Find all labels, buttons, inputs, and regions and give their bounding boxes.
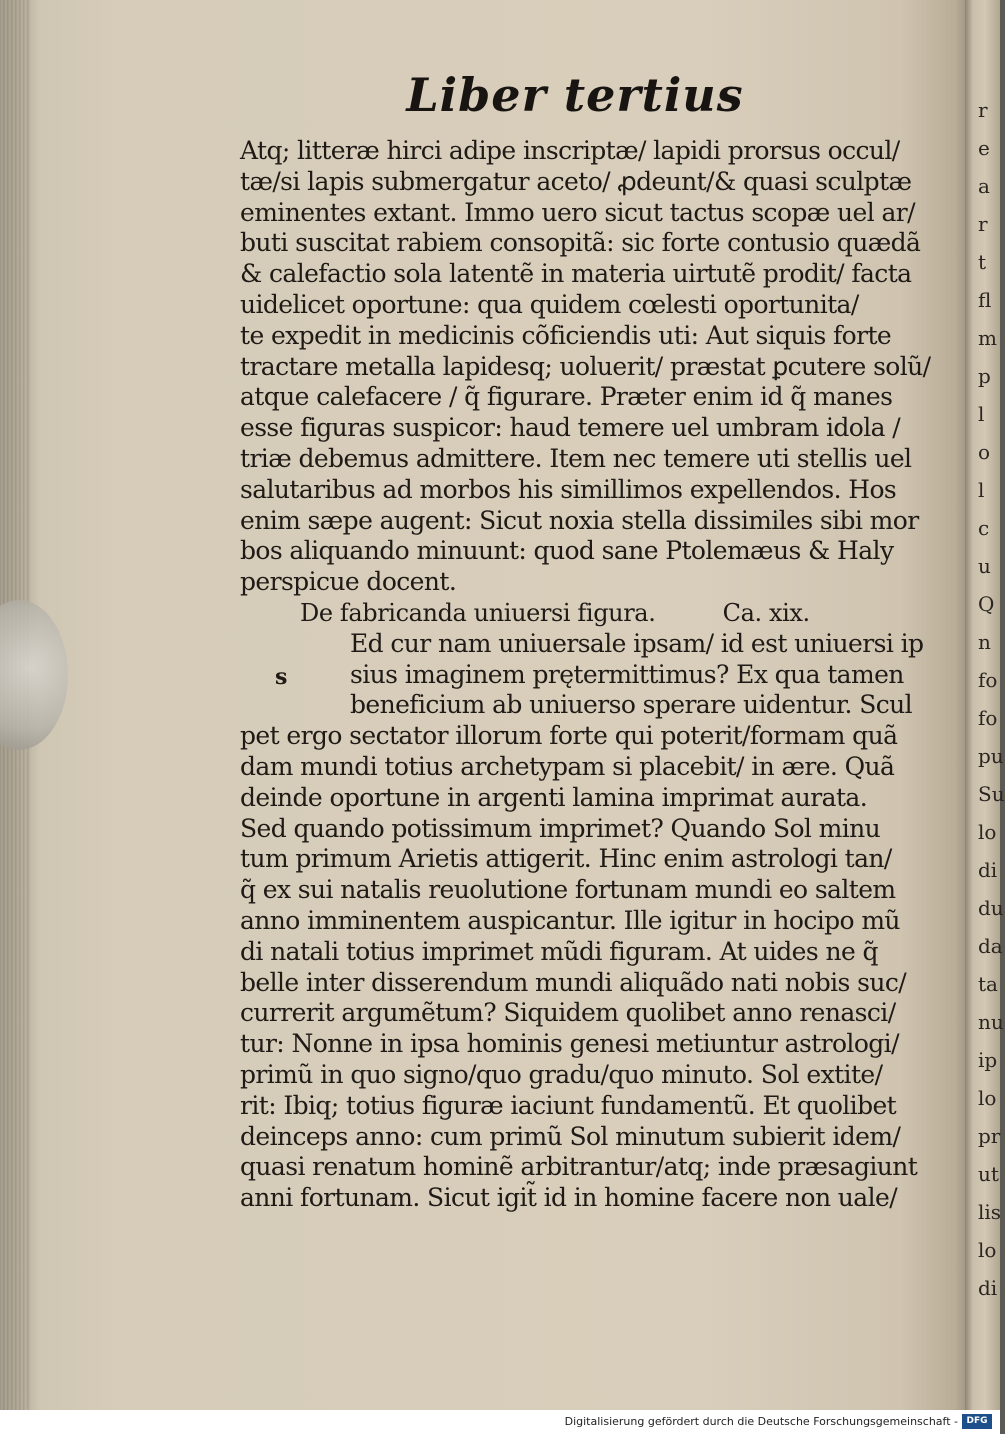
- text-line: tæ/si lapis submergatur aceto/ ꝓdeunt/& quasi sculptæ: [240, 166, 912, 196]
- gutter-fragment: fl: [978, 288, 992, 312]
- text-line: primũ in quo signo/quo gradu/quo minuto. Sol extite/: [240, 1059, 883, 1089]
- chapter-heading: De fabricanda uniuersi figura.: [300, 598, 656, 627]
- gutter-fragment: pr: [978, 1124, 1001, 1148]
- chapter-initial: s: [275, 664, 288, 690]
- gutter-fragment: o: [978, 440, 991, 464]
- gutter-fragment: Su: [978, 782, 1005, 806]
- text-line: q̃ ex sui natalis reuolutione fortunam mundi eo saltem: [240, 875, 896, 905]
- chapter-number: Ca. xix.: [722, 598, 810, 627]
- running-head: Liber tertius: [406, 68, 744, 122]
- text-line: beneficium ab uniuerso sperare uidentur. Scul: [350, 690, 913, 720]
- text-line: currerit argumẽtum? Siquidem quolibet anno renasci/: [240, 998, 896, 1028]
- gutter-fragment: da: [978, 934, 1003, 958]
- text-line: te expedit in medicinis cõficiendis uti: Aut siquis forte: [240, 320, 892, 350]
- gutter-fragment: ta: [978, 972, 998, 996]
- gutter-fragment: ut: [978, 1162, 999, 1186]
- text-line: Ed cur nam uniuersale ipsam/ id est uniuersi ip: [350, 628, 924, 658]
- text-line: anni fortunam. Sicut igit̃ id in homine facere non uale/: [240, 1183, 898, 1213]
- text-line: tur: Nonne in ipsa hominis genesi metiuntur astrologi/: [240, 1029, 899, 1059]
- gutter-fragment: du: [978, 896, 1004, 920]
- text-line: atque calefacere / q̃ figurare. Præter enim id q̃ manes: [240, 382, 893, 412]
- body-text: [240, 136, 931, 1214]
- digitization-footer: [0, 1410, 1000, 1434]
- text-line: tractare metalla lapidesq; uoluerit/ præstat ꝑcutere solũ/: [240, 351, 931, 381]
- gutter-fragment: lis: [978, 1200, 1002, 1224]
- text-line: perspicue docent.: [240, 567, 457, 597]
- gutter-fragment: p: [978, 364, 991, 388]
- gutter-fragment: ip: [978, 1048, 998, 1072]
- text-line: rit: Ibiq; totius figuræ iaciunt fundamentũ. Et quolibet: [240, 1090, 897, 1120]
- gutter-fragment: l: [978, 478, 985, 502]
- text-line: buti suscitat rabiem consopitã: sic forte contusio quædã: [240, 228, 921, 258]
- gutter-fragment: pu: [978, 744, 1004, 768]
- gutter-fragment: m: [978, 326, 997, 350]
- gutter-fragment: fo: [978, 706, 998, 730]
- gutter-fragment: t: [978, 250, 987, 274]
- text-line: Atq; litteræ hirci adipe inscriptæ/ lapidi prorsus occul/: [240, 136, 900, 165]
- text-line: esse figuras suspicor: haud temere uel umbram idola /: [240, 413, 901, 443]
- gutter-fragment: c: [978, 516, 990, 540]
- text-line: eminentes extant. Immo uero sicut tactus scopæ uel ar/: [240, 197, 915, 227]
- text-line: dam mundi totius archetypam si placebit/ in ære. Quã: [240, 751, 895, 781]
- text-line: deinceps anno: cum primũ Sol minutum subierit idem/: [240, 1121, 901, 1151]
- text-line: sius imaginem prętermittimus? Ex qua tamen: [350, 659, 904, 689]
- text-line: quasi renatum hominẽ arbitrantur/atq; inde præsagiunt: [240, 1152, 918, 1182]
- gutter-fragment: u: [978, 554, 991, 578]
- text-line: pet ergo sectator illorum forte qui poterit/formam quã: [240, 721, 898, 751]
- gutter-fragment: l: [978, 402, 985, 426]
- gutter-fragment: n: [978, 630, 991, 654]
- gutter-fragment: di: [978, 858, 998, 882]
- text-line: & calefactio sola latentẽ in materia uirtutẽ prodit/ facta: [240, 259, 912, 289]
- text-line: uidelicet oportune: qua quidem cœlesti oportunita/: [240, 289, 859, 319]
- text-line: triæ debemus admittere. Item nec temere uti stellis uel: [240, 443, 912, 473]
- page-text-block: [240, 68, 931, 1214]
- gutter-fragment: e: [978, 136, 990, 160]
- gutter-fragment: lo: [978, 820, 997, 844]
- text-line: tum primum Arietis attigerit. Hinc enim astrologi tan/: [240, 844, 892, 874]
- text-line: belle inter disserendum mundi aliquãdo nati nobis suc/: [240, 967, 907, 997]
- text-line: Sed quando potissimum imprimet? Quando Sol minu: [240, 813, 881, 843]
- gutter-fragment: a: [978, 174, 990, 198]
- gutter-fragment: nu: [978, 1010, 1004, 1034]
- text-line: enim sæpe augent: Sicut noxia stella dissimiles sibi mor: [240, 505, 919, 535]
- dfg-logo: DFG: [962, 1414, 992, 1429]
- gutter-fragment: r: [978, 98, 988, 122]
- footer-credit: Digitalisierung gefördert durch die Deutsche Forschungsgemeinschaft -: [564, 1415, 958, 1428]
- gutter-fragment: fo: [978, 668, 998, 692]
- text-line: anno imminentem auspicantur. Ille igitur in hocipo mũ: [240, 905, 900, 935]
- text-line: deinde oportune in argenti lamina imprimat aurata.: [240, 782, 868, 812]
- gutter-fragment: di: [978, 1276, 998, 1300]
- chapter-heading-line: [240, 598, 920, 629]
- gutter-fragment: lo: [978, 1086, 997, 1110]
- gutter-fragment: lo: [978, 1238, 997, 1262]
- gutter-fragment: Q: [978, 592, 995, 616]
- text-line: bos aliquando minuunt: quod sane Ptolemæus & Haly: [240, 536, 894, 566]
- text-line: salutaribus ad morbos his simillimos expellendos. Hos: [240, 474, 897, 504]
- text-line: di natali totius imprimet mũdi figuram. At uides ne q̃: [240, 936, 878, 966]
- gutter-fragment: r: [978, 212, 988, 236]
